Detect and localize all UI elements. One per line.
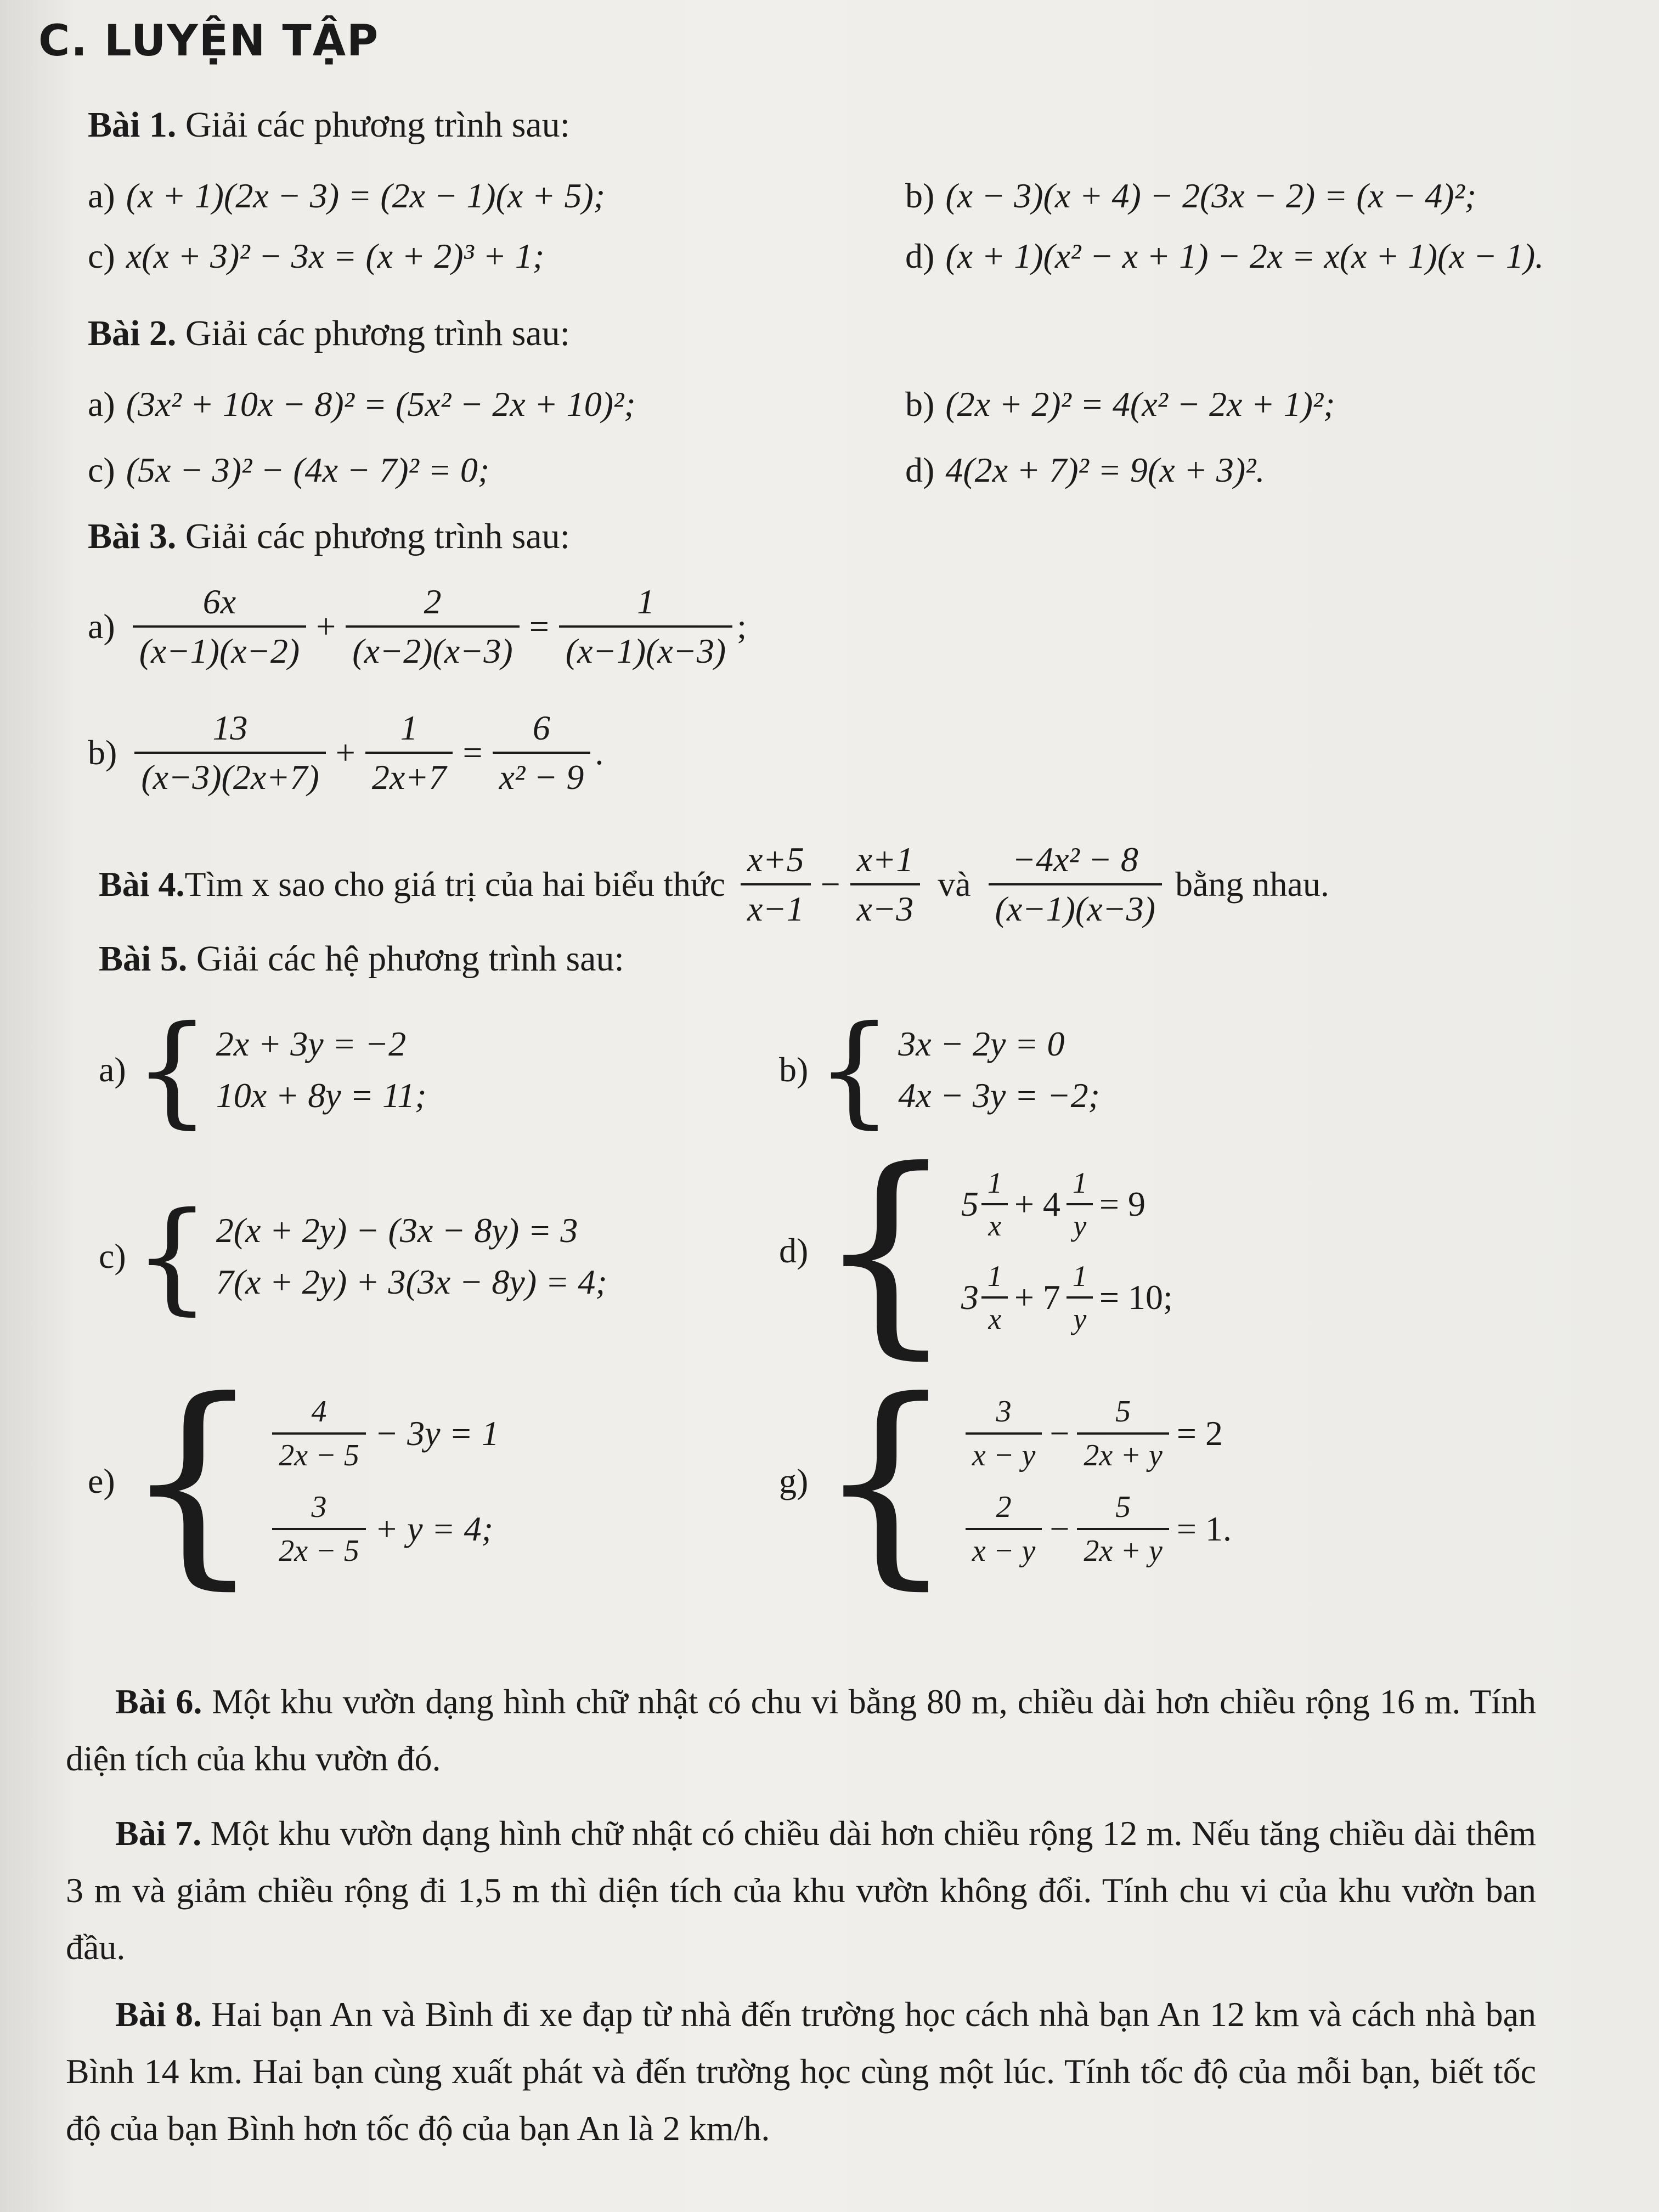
item-label: g) <box>779 1462 809 1500</box>
fraction <box>1066 1259 1094 1336</box>
whole-part: 5 <box>961 1184 979 1223</box>
exercise-3a <box>88 582 747 672</box>
item-label: d) <box>905 236 935 275</box>
numerator: 2 <box>424 582 442 621</box>
numerator: 1 <box>400 708 418 747</box>
fraction-1 <box>134 708 325 798</box>
equation-1 <box>961 1394 1232 1473</box>
operator: + <box>335 733 356 772</box>
fraction <box>981 1166 1009 1243</box>
conjunction: và <box>938 865 971 904</box>
numerator: x+1 <box>856 840 914 879</box>
system-brace: { <box>816 1123 956 1378</box>
equation-1: 2x + 3y = −2 <box>216 1024 407 1063</box>
equation-1: 3x − 2y = 0 <box>898 1024 1065 1063</box>
numerator: 1 <box>637 582 654 621</box>
equation: (3x² + 10x − 8)² = (5x² − 2x + 10)²; <box>126 385 636 424</box>
section-title: C. LUYỆN TẬP <box>38 16 380 66</box>
numerator: 2 <box>996 1490 1012 1524</box>
fraction-3 <box>989 839 1162 929</box>
denominator: x−1 <box>741 883 811 929</box>
numerator: 1 <box>987 1260 1002 1293</box>
operator: − <box>1049 1414 1070 1453</box>
right-side: = 2 <box>1176 1414 1223 1453</box>
remainder: + y = 4; <box>374 1509 493 1548</box>
denominator: x−3 <box>850 883 921 929</box>
denominator: x − y <box>966 1432 1042 1473</box>
numerator: −4x² − 8 <box>1012 840 1138 879</box>
denominator: x² − 9 <box>493 752 591 798</box>
exercise-2-number: Bài 2. <box>88 313 177 353</box>
fraction <box>1077 1394 1169 1473</box>
equation-1: 2(x + 2y) − (3x − 8y) = 3 <box>216 1211 578 1250</box>
operator: = <box>529 607 549 646</box>
exercise-1b <box>905 176 1476 216</box>
equation-2: 7(x + 2y) + 3(3x − 8y) = 4; <box>216 1262 607 1301</box>
system-brace: { <box>816 1000 893 1140</box>
right-side: = 1. <box>1176 1509 1232 1548</box>
numerator: 6 <box>532 708 550 747</box>
numerator: 6x <box>202 582 236 621</box>
denominator: y <box>1066 1296 1093 1336</box>
system-lines <box>216 1210 607 1302</box>
numerator: 5 <box>1115 1490 1131 1524</box>
exercise-1-number: Bài 1. <box>88 105 177 145</box>
exercise-5-title <box>99 938 624 980</box>
exercise-1a <box>88 176 605 216</box>
operator: + 4 <box>1014 1184 1060 1223</box>
numerator: 3 <box>996 1395 1012 1429</box>
exercise-5g <box>779 1353 1232 1609</box>
system-lines <box>961 1394 1232 1568</box>
numerator: 3 <box>311 1490 327 1524</box>
item-label: b) <box>88 733 117 772</box>
exercise-3b <box>88 708 603 798</box>
denominator: x <box>981 1203 1008 1243</box>
equation: (2x + 2)² = 4(x² − 2x + 1)²; <box>945 385 1335 424</box>
exercise-5d <box>779 1123 1173 1378</box>
exercise-4 <box>99 839 1329 929</box>
numerator: 4 <box>311 1395 327 1429</box>
item-label: b) <box>905 385 935 424</box>
exercise-8 <box>66 1986 1536 2157</box>
equation: x(x + 3)² − 3x = (x + 2)³ + 1; <box>126 236 545 275</box>
denominator: (x−2)(x−3) <box>346 625 519 672</box>
exercise-2-instruction: Giải các phương trình sau: <box>176 313 571 353</box>
fraction <box>966 1489 1042 1568</box>
punctuation: . <box>595 733 604 772</box>
item-label: b) <box>905 176 935 215</box>
item-label: e) <box>88 1462 115 1500</box>
system-brace: { <box>816 1353 956 1609</box>
exercise-2b <box>905 384 1335 425</box>
exercise-4-instruction: Tìm x sao cho giá trị của hai biểu thức <box>184 865 725 904</box>
equation-2 <box>961 1259 1173 1336</box>
operator: + <box>316 607 336 646</box>
fraction-1 <box>741 839 811 929</box>
equation-1 <box>961 1166 1173 1243</box>
item-label: c) <box>88 450 115 489</box>
exercise-1-instruction: Giải các phương trình sau: <box>176 105 571 145</box>
exercise-5a <box>99 1000 427 1140</box>
operator: − <box>1049 1509 1070 1548</box>
exercise-5e <box>88 1353 499 1609</box>
equation: 4(2x + 7)² = 9(x + 3)². <box>945 450 1265 489</box>
operator: = <box>462 733 483 772</box>
equation-2 <box>961 1489 1232 1568</box>
exercise-6-number: Bài 6. <box>115 1682 202 1721</box>
exercise-2a <box>88 384 636 425</box>
whole-part: 3 <box>961 1278 979 1317</box>
system-lines <box>268 1394 499 1568</box>
fraction <box>272 1489 366 1568</box>
item-label: c) <box>99 1237 126 1276</box>
system-brace: { <box>133 1186 211 1327</box>
equation-1 <box>268 1394 499 1473</box>
denominator: x <box>981 1296 1008 1336</box>
denominator: y <box>1066 1203 1093 1243</box>
fraction <box>966 1394 1042 1473</box>
fraction <box>272 1394 366 1473</box>
numerator: 1 <box>1072 1166 1087 1199</box>
item-label: a) <box>99 1050 126 1089</box>
exercise-5b <box>779 1000 1100 1140</box>
exercise-2c <box>88 450 489 490</box>
fraction-1 <box>133 582 306 672</box>
exercise-8-number: Bài 8. <box>115 1995 202 2034</box>
equation: (5x − 3)² − (4x − 7)² = 0; <box>126 450 490 489</box>
denominator: x − y <box>966 1528 1042 1568</box>
item-label: b) <box>779 1050 809 1089</box>
fraction-2 <box>365 708 453 798</box>
exercise-5-number: Bài 5. <box>99 939 188 979</box>
numerator: 13 <box>212 708 248 747</box>
system-brace: { <box>122 1353 263 1609</box>
item-label: d) <box>905 450 935 489</box>
item-label: c) <box>88 236 115 275</box>
exercise-2-title <box>88 313 570 354</box>
exercise-8-text: Hai bạn An và Bình đi xe đạp từ nhà đến trường học cách nhà bạn An 12 km và cách nhà bạn Bình 14 km. Hai bạn cùng xuất phát và đến trường học cùng một lúc. Tính tốc độ của mỗi bạn, biết tốc độ của bạn Bình hơn tốc độ của bạn An là 2 km/h. <box>66 1995 1537 2148</box>
fraction-3 <box>559 582 732 672</box>
punctuation: ; <box>737 607 747 646</box>
numerator: 5 <box>1115 1395 1131 1429</box>
exercise-3-title <box>88 516 570 557</box>
exercise-4-ending: bằng nhau. <box>1175 865 1329 904</box>
system-lines <box>216 1024 427 1116</box>
denominator: 2x − 5 <box>272 1432 366 1473</box>
denominator: (x−1)(x−3) <box>989 883 1162 929</box>
exercise-2d <box>905 450 1265 490</box>
right-side: = 10; <box>1099 1278 1173 1317</box>
equation-2: 10x + 8y = 11; <box>216 1076 427 1115</box>
system-lines <box>961 1166 1173 1336</box>
equation-2 <box>268 1489 499 1568</box>
system-lines <box>898 1024 1100 1116</box>
item-label: d) <box>779 1231 809 1270</box>
fraction <box>981 1259 1009 1336</box>
denominator: 2x − 5 <box>272 1528 366 1568</box>
exercise-6 <box>66 1673 1536 1787</box>
fraction-2 <box>346 582 519 672</box>
right-side: = 9 <box>1099 1184 1146 1223</box>
fraction-2 <box>850 839 921 929</box>
denominator: (x−3)(2x+7) <box>134 752 325 798</box>
exercise-3-number: Bài 3. <box>88 516 177 556</box>
denominator: 2x + y <box>1077 1432 1169 1473</box>
remainder: − 3y = 1 <box>374 1414 499 1453</box>
exercise-6-text: Một khu vườn dạng hình chữ nhật có chu vi bằng 80 m, chiều dài hơn chiều rộng 16 m. Tính diện tích của khu vườn đó. <box>66 1682 1537 1778</box>
denominator: 2x+7 <box>365 752 453 798</box>
exercise-7 <box>66 1805 1536 1976</box>
item-label: a) <box>88 385 115 424</box>
exercise-5-instruction: Giải các hệ phương trình sau: <box>187 939 624 979</box>
exercise-4-number: Bài 4. <box>99 865 185 904</box>
exercise-7-text: Một khu vườn dạng hình chữ nhật có chiều dài hơn chiều rộng 12 m. Nếu tăng chiều dài thêm 3 m và giảm chiều rộng đi 1,5 m thì diện tích của khu vườn không đổi. Tính chu vi của khu vườn ban đầu. <box>66 1814 1537 1967</box>
system-brace: { <box>133 1000 211 1140</box>
equation-2: 4x − 3y = −2; <box>898 1076 1100 1115</box>
exercise-7-number: Bài 7. <box>115 1814 202 1853</box>
equation: (x + 1)(2x − 3) = (2x − 1)(x + 5); <box>126 176 606 215</box>
numerator: 1 <box>1072 1260 1087 1293</box>
equation: (x − 3)(x + 4) − 2(3x − 2) = (x − 4)²; <box>945 176 1477 215</box>
exercise-1-title <box>88 104 570 146</box>
denominator: 2x + y <box>1077 1528 1169 1568</box>
equation: (x + 1)(x² − x + 1) − 2x = x(x + 1)(x − 1). <box>945 236 1544 275</box>
exercise-3-instruction: Giải các phương trình sau: <box>176 516 571 556</box>
item-label: a) <box>88 176 115 215</box>
fraction-3 <box>493 708 591 798</box>
operator: + 7 <box>1014 1278 1060 1317</box>
numerator: x+5 <box>747 840 804 879</box>
operator: − <box>820 865 840 904</box>
item-label: a) <box>88 607 115 646</box>
exercise-1c <box>88 236 544 276</box>
denominator: (x−1)(x−3) <box>559 625 732 672</box>
numerator: 1 <box>987 1166 1002 1199</box>
denominator: (x−1)(x−2) <box>133 625 306 672</box>
exercise-1d <box>905 236 1544 276</box>
fraction <box>1077 1489 1169 1568</box>
fraction <box>1066 1166 1094 1243</box>
exercise-5c <box>99 1186 607 1327</box>
